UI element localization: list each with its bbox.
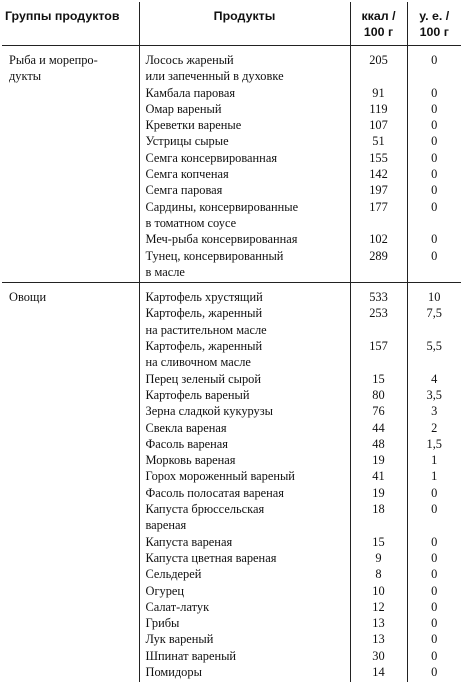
kcal-value: 48 [372, 436, 385, 451]
header-group: Группы продуктов [2, 2, 139, 46]
kcal-value: 10 [372, 583, 385, 598]
ue-value: 0 [431, 583, 438, 598]
spacer [408, 354, 462, 370]
kcal-value: 177 [369, 199, 388, 214]
ue-value: 0 [431, 199, 438, 214]
ue-value: 0 [431, 85, 438, 100]
kcal-cell [350, 46, 407, 283]
ue-value: 0 [431, 232, 438, 247]
product-name-line: Омар вареный [145, 101, 222, 116]
ue-value: 3 [431, 404, 438, 419]
ue-value: 1 [431, 453, 438, 468]
kcal-value: 253 [369, 306, 388, 321]
product-name-line: Картофель, жаренный [145, 339, 263, 354]
product-name-line: Картофель вареный [145, 387, 250, 402]
product-name-line: Сельдерей [145, 567, 202, 582]
header-ue-line1: у. е. / [419, 9, 450, 23]
kcal-value: 9 [375, 550, 382, 565]
ue-value: 0 [431, 134, 438, 149]
ue-cell [407, 46, 461, 283]
ue-value: 0 [431, 167, 438, 182]
kcal-value: 8 [375, 567, 382, 582]
ue-value: 0 [431, 599, 438, 614]
product-name-line: Горох мороженный вареный [145, 469, 295, 484]
ue-value: 10 [428, 290, 441, 305]
table-body [2, 46, 461, 683]
products-cell [139, 46, 350, 283]
kcal-value: 12 [372, 599, 385, 614]
group-name-line: дукты [9, 69, 42, 84]
spacer [351, 322, 407, 338]
product-name-line: на сливочном масле [145, 355, 251, 370]
kcal-value: 107 [369, 118, 388, 133]
product-name-line: Фасоль полосатая вареная [145, 485, 285, 500]
kcal-value: 91 [372, 85, 385, 100]
ue-value: 0 [431, 118, 438, 133]
spacer [408, 264, 462, 280]
ue-value: 5,5 [426, 339, 442, 354]
kcal-value: 80 [372, 387, 385, 402]
products-cell [139, 283, 350, 683]
product-name-line: или запеченный в духовке [145, 69, 284, 84]
kcal-value: 533 [369, 290, 388, 305]
header-row [2, 2, 461, 46]
product-name-line: Салат-латук [145, 599, 210, 614]
ue-value: 0 [431, 550, 438, 565]
product-name-line: Сардины, консервированные [145, 199, 299, 214]
kcal-value: 102 [369, 232, 388, 247]
header-kcal [350, 2, 407, 46]
product-name-line: Шпинат вареный [145, 648, 237, 663]
kcal-value: 15 [372, 534, 385, 549]
spacer [351, 68, 407, 84]
spacer [351, 215, 407, 231]
header-ue [407, 2, 461, 46]
ue-value: 0 [431, 648, 438, 663]
product-name-line: Камбала паровая [145, 85, 236, 100]
kcal-value: 289 [369, 248, 388, 263]
kcal-value: 18 [372, 502, 385, 517]
product-name-line: Помидоры [145, 664, 202, 679]
kcal-value: 157 [369, 339, 388, 354]
kcal-value: 19 [372, 453, 385, 468]
ue-value: 0 [431, 632, 438, 647]
spacer [408, 322, 462, 338]
group-cell [2, 46, 139, 283]
ue-value: 0 [431, 248, 438, 263]
kcal-value: 15 [372, 371, 385, 386]
kcal-value: 41 [372, 469, 385, 484]
ue-value: 4 [431, 371, 438, 386]
product-name-line: Грибы [145, 616, 180, 631]
product-name-line: Морковь вареная [145, 453, 236, 468]
product-name-line: Перец зеленый сырой [145, 371, 261, 386]
kcal-value: 30 [372, 648, 385, 663]
product-name-line: Лук вареный [145, 632, 214, 647]
kcal-value: 197 [369, 183, 388, 198]
ue-value: 0 [431, 664, 438, 679]
product-name-line: в томатном соусе [145, 215, 237, 230]
kcal-cell [350, 283, 407, 683]
product-name-line: вареная [145, 518, 187, 533]
header-kcal-line2: 100 г [363, 25, 394, 40]
ue-cell [407, 283, 461, 683]
product-name-line: Свекла вареная [145, 420, 227, 435]
ue-value: 0 [431, 150, 438, 165]
ue-value: 0 [431, 183, 438, 198]
product-name-line: Картофель хрустящий [145, 290, 263, 305]
group-cell [2, 283, 139, 683]
product-name-line: на растительном масле [145, 322, 267, 337]
product-name-line: Огурец [145, 583, 185, 598]
product-name-line: Капуста вареная [145, 534, 233, 549]
section-row [2, 283, 461, 683]
spacer [408, 517, 462, 533]
ue-value: 0 [431, 534, 438, 549]
ue-value: 3,5 [426, 387, 442, 402]
group-name-line: Рыба и морепро- [9, 53, 98, 67]
product-name-line: Капуста брюссельская [145, 502, 265, 517]
product-name-line: Капуста цветная вареная [145, 550, 277, 565]
spacer [408, 68, 462, 84]
ue-value: 2 [431, 420, 438, 435]
ue-value: 7,5 [426, 306, 442, 321]
kcal-value: 13 [372, 616, 385, 631]
header-product: Продукты [139, 2, 350, 46]
nutrition-table [2, 2, 461, 682]
ue-value: 1 [431, 469, 438, 484]
kcal-value: 14 [372, 664, 385, 679]
kcal-value: 51 [372, 134, 385, 149]
section-row [2, 46, 461, 283]
ue-value: 0 [431, 502, 438, 517]
spacer [351, 354, 407, 370]
product-name-line: Меч-рыба консервированная [145, 232, 298, 247]
product-name-line: Креветки вареные [145, 118, 242, 133]
kcal-value: 205 [369, 53, 388, 67]
spacer [351, 517, 407, 533]
kcal-value: 76 [372, 404, 385, 419]
spacer [351, 264, 407, 280]
header-kcal-line1: ккал / [361, 9, 396, 23]
product-name-line: Устрицы сырые [145, 134, 229, 149]
ue-value: 0 [431, 567, 438, 582]
product-name-line: в масле [145, 264, 185, 279]
kcal-value: 44 [372, 420, 385, 435]
product-name-line: Семга паровая [145, 183, 223, 198]
product-name-line: Лосось жареный [145, 53, 234, 67]
product-name-line: Зерна сладкой кукурузы [145, 404, 273, 419]
kcal-value: 155 [369, 150, 388, 165]
ue-value: 0 [431, 53, 438, 67]
ue-value: 0 [431, 485, 438, 500]
product-name-line: Картофель, жаренный [145, 306, 263, 321]
kcal-value: 19 [372, 485, 385, 500]
ue-value: 1,5 [426, 436, 442, 451]
product-name-line: Семга копченая [145, 167, 229, 182]
product-name-line: Фасоль вареная [145, 436, 228, 451]
product-name-line: Тунец, консервированный [145, 248, 284, 263]
kcal-value: 13 [372, 632, 385, 647]
ue-value: 0 [431, 101, 438, 116]
ue-value: 0 [431, 616, 438, 631]
group-name-line: Овощи [9, 290, 47, 305]
kcal-value: 142 [369, 167, 388, 182]
spacer [408, 215, 462, 231]
kcal-value: 119 [369, 101, 388, 116]
header-ue-line2: 100 г [419, 25, 449, 40]
product-name-line: Семга консервированная [145, 150, 278, 165]
